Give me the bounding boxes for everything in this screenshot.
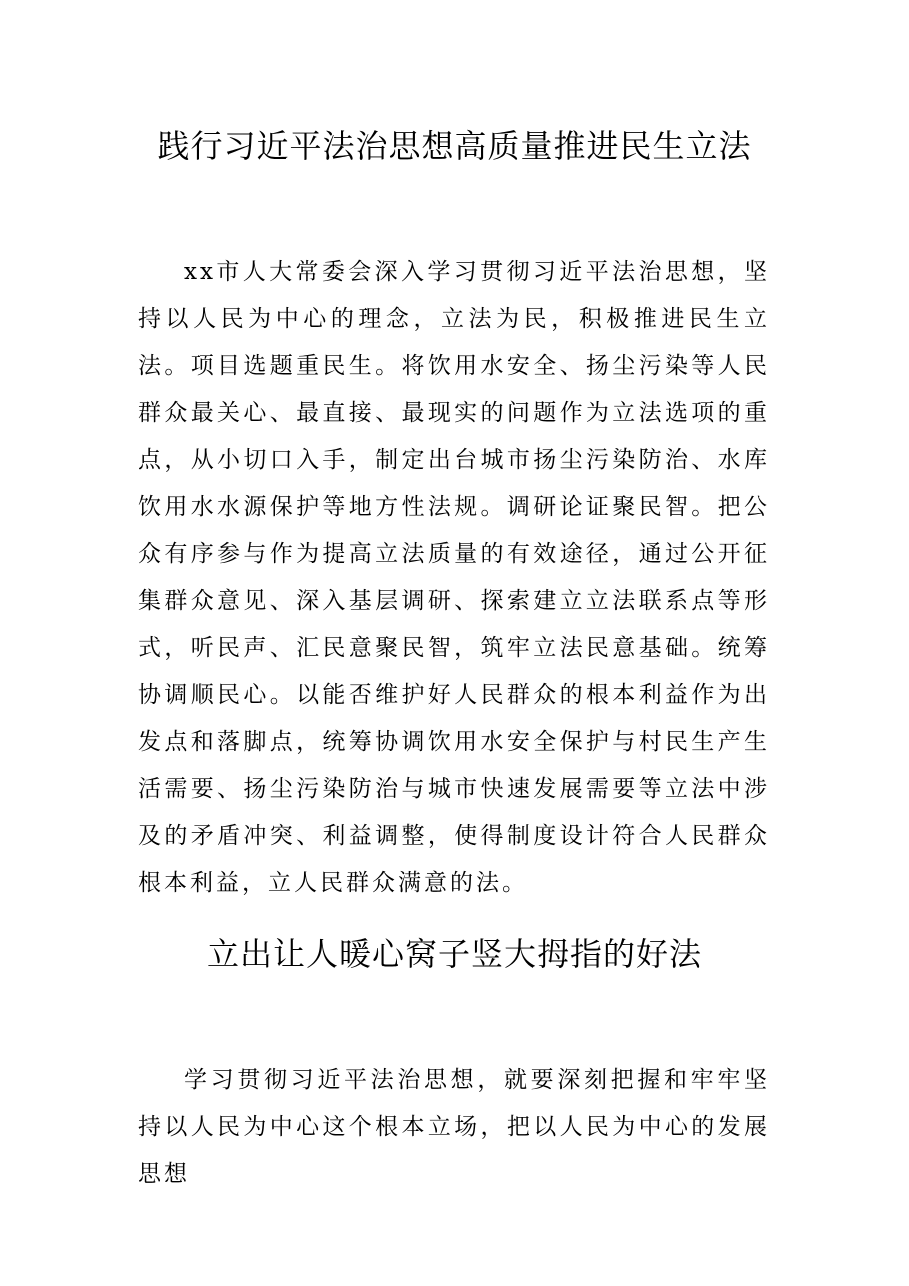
section-heading-1: 践行习近平法治思想高质量推进民生立法 (157, 127, 752, 165)
section-paragraph-2: 学习贯彻习近平法治思想，就要深刻把握和牢牢坚持以人民为中心这个根本立场，把以人民为中心的发展思想 (138, 1067, 770, 1187)
section-heading-2: 立出让人暖心窝子竖大拇指的好法 (206, 935, 702, 973)
section-paragraph-1: xx市人大常委会深入学习贯彻习近平法治思想，坚持以人民为中心的理念，立法为民，积极推进民生立法。项目选题重民生。将饮用水安全、扬尘污染等人民群众最关心、最直接、最现实的问题作为立法选项的重点，从小切口入手，制定出台城市扬尘污染防治、水库饮用水水源保护等地方性法规。调研论证聚民智。把公众有序参与作为提高立法质量的有效途径，通过公开征集群众意见、深入基层调研、探索建立立法联系点等形式，听民声、汇民意聚民智，筑牢立法民意基础。统筹协调顺民心。以能否维护好人民群众的根本利益作为出发点和落脚点，统筹协调饮用水安全保护与村民生产生活需要、扬尘污染防治与城市快速发展需要等立法中涉及的矛盾冲突、利益调整，使得制度设计符合人民群众根本利益，立人民群众满意的法。 (138, 259, 770, 896)
